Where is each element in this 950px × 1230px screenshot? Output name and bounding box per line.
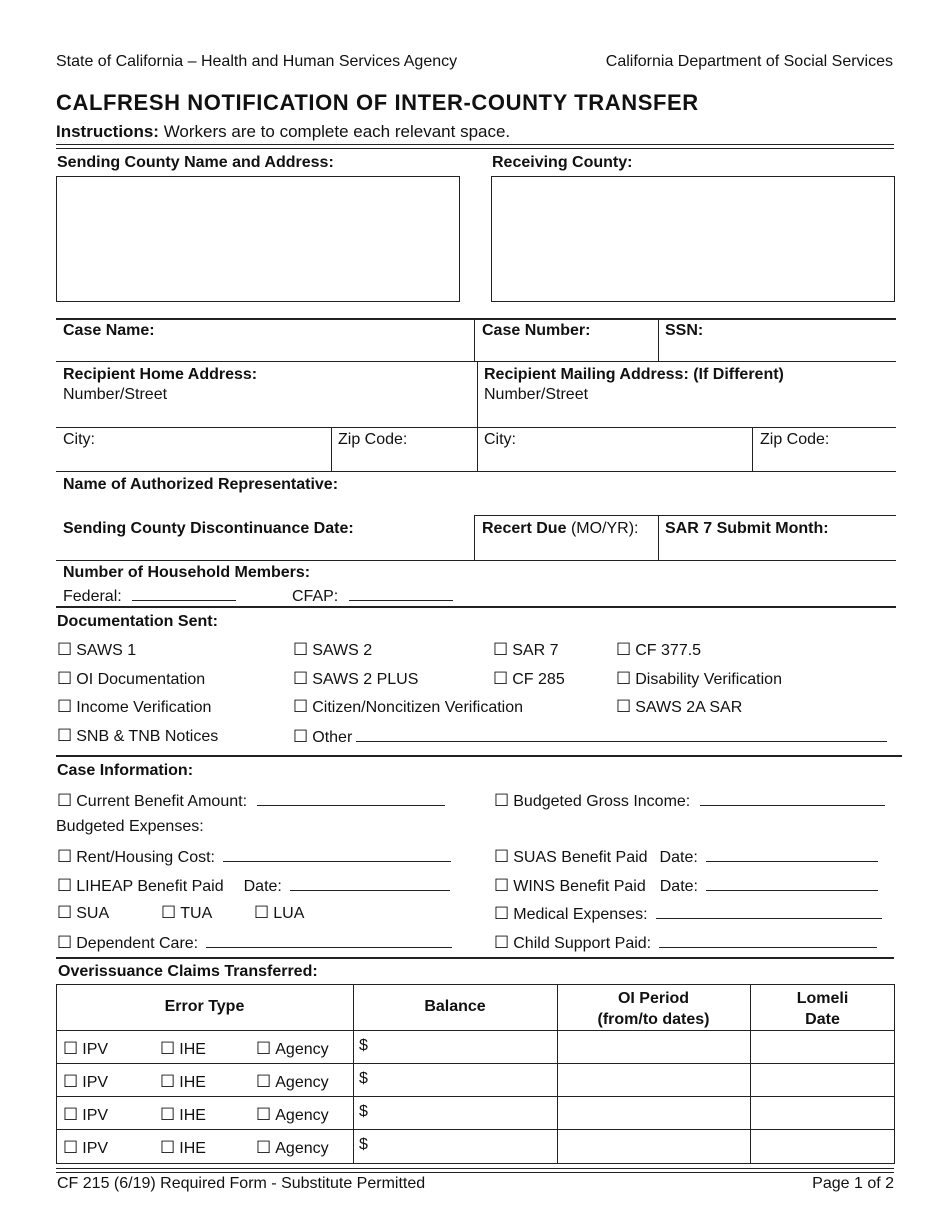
federal-line[interactable] [132,585,236,601]
documentation-heading: Documentation Sent: [57,613,218,630]
checkbox-label: Agency [275,1140,329,1157]
liheap-date-line[interactable] [290,875,450,891]
medical-expenses-line[interactable] [656,903,882,919]
field-label: Medical Expenses: [513,906,648,923]
grid-line [752,427,753,472]
field-label: WINS Benefit Paid [513,878,646,895]
checkbox-label: IHE [179,1140,206,1157]
balance-dollar[interactable]: $ [359,1037,368,1054]
checkbox-label: Other [312,729,353,746]
sending-county-input[interactable] [56,176,460,302]
grid-line [474,515,475,561]
field-label: Current Benefit Amount: [76,793,248,810]
dependent-care-field[interactable] [57,932,452,953]
divider [56,1168,894,1169]
liheap-field[interactable] [57,875,450,896]
grid-line [56,471,896,472]
checkbox-icon[interactable]: ☐ [57,876,73,896]
checkbox-icon[interactable]: ☐ [616,640,632,660]
case-name-label: Case Name: [63,322,155,339]
checkbox-icon[interactable]: ☐ [160,1105,176,1125]
grid-line [56,1096,895,1097]
current-benefit-field[interactable] [57,790,445,811]
checkbox-icon[interactable]: ☐ [160,1138,176,1158]
col-oi-period-line2: (from/to dates) [597,1011,710,1028]
budgeted-expenses-label: Budgeted Expenses: [56,818,204,835]
receiving-county-label: Receiving County: [492,154,633,171]
balance-dollar[interactable]: $ [359,1103,368,1120]
col-lomeli-line1: Lomeli [796,990,849,1007]
instructions [56,122,510,142]
checkbox-tua[interactable] [161,903,212,923]
checkbox-agency[interactable] [256,1105,329,1125]
claims-heading: Overissuance Claims Transferred: [58,963,318,980]
checkbox-icon[interactable]: ☐ [494,933,510,953]
date-label: Date: [659,849,698,866]
checkbox-saws1[interactable] [57,640,136,660]
checkbox-label: Agency [275,1107,329,1124]
checkbox-icon[interactable]: ☐ [57,697,73,717]
checkbox-icon[interactable]: ☐ [493,669,509,689]
authorized-rep-label: Name of Authorized Representative: [63,476,339,493]
checkbox-cf285[interactable] [493,669,565,689]
grid-line [56,560,896,561]
checkbox-label: Agency [275,1074,329,1091]
budgeted-gross-field[interactable] [494,790,885,811]
field-label: Child Support Paid: [513,935,652,952]
federal-label: Federal: [63,588,122,605]
checkbox-sua[interactable] [57,903,109,923]
checkbox-label: SNB & TNB Notices [76,728,219,745]
grid-line [56,1129,895,1130]
household-members-label: Number of Household Members: [63,564,311,581]
recert-due-format: (MO/YR): [570,520,639,537]
dependent-care-line[interactable] [206,932,452,948]
rent-line[interactable] [223,846,451,862]
checkbox-label: Disability Verification [635,671,782,688]
field-label: SUAS Benefit Paid [513,849,648,866]
field-label: LIHEAP Benefit Paid [76,878,224,895]
checkbox-label: SAWS 2A SAR [635,699,743,716]
grid-line [658,515,659,561]
grid-line [474,515,896,516]
recert-due-bold: Recert Due [482,520,567,537]
checkbox-saws2[interactable] [293,640,372,660]
checkbox-icon[interactable]: ☐ [494,847,510,867]
checkbox-label: IPV [82,1074,109,1091]
checkbox-label: CF 377.5 [635,642,702,659]
checkbox-disability-verification[interactable] [616,669,782,689]
form-title: CALFRESH NOTIFICATION OF INTER-COUNTY TRANSFER [56,90,699,115]
checkbox-snb-tnb-notices[interactable] [57,726,218,746]
divider [56,755,902,757]
checkbox-label: SAR 7 [512,642,559,659]
checkbox-label: SAWS 2 PLUS [312,671,419,688]
checkbox-other[interactable] [293,726,887,747]
checkbox-label: IHE [179,1107,206,1124]
checkbox-icon[interactable]: ☐ [160,1072,176,1092]
field-label: Budgeted Gross Income: [513,793,691,810]
checkbox-ihe[interactable] [160,1072,206,1092]
checkbox-label: IPV [82,1107,109,1124]
checkbox-icon[interactable]: ☐ [616,669,632,689]
instructions-label: Instructions: [56,122,159,141]
cfap-line[interactable] [349,585,453,601]
instructions-text: Workers are to complete each relevant space. [163,122,511,141]
grid-line [56,606,896,608]
medical-expenses-field[interactable] [494,903,882,924]
balance-dollar[interactable]: $ [359,1136,368,1153]
suas-date-line[interactable] [706,846,878,862]
grid-line [474,318,475,362]
checkbox-icon[interactable]: ☐ [63,1039,79,1059]
checkbox-icon[interactable]: ☐ [616,697,632,717]
checkbox-label: Citizen/Noncitizen Verification [312,699,524,716]
budgeted-gross-line[interactable] [700,790,885,806]
ssn-label: SSN: [665,322,704,339]
checkbox-ipv[interactable] [63,1105,108,1125]
suas-field[interactable] [494,846,878,867]
checkbox-ihe[interactable] [160,1039,206,1059]
checkbox-icon[interactable]: ☐ [293,697,309,717]
divider [56,1172,894,1173]
field-label: Dependent Care: [76,935,199,952]
checkbox-label: IPV [82,1041,109,1058]
case-number-label: Case Number: [482,322,591,339]
current-benefit-line[interactable] [257,790,445,806]
receiving-county-input[interactable] [491,176,895,302]
checkbox-icon[interactable]: ☐ [293,640,309,660]
checkbox-icon[interactable]: ☐ [293,669,309,689]
divider [56,957,894,959]
checkbox-icon[interactable]: ☐ [57,933,73,953]
checkbox-label: IPV [82,1140,109,1157]
case-info-heading: Case Information: [57,762,194,779]
checkbox-icon[interactable]: ☐ [256,1072,272,1092]
mailing-address-label: Recipient Mailing Address: (If Different) [484,366,784,383]
checkbox-icon[interactable]: ☐ [494,904,510,924]
checkbox-ihe[interactable] [160,1105,206,1125]
grid-line [56,361,896,362]
checkbox-icon[interactable]: ☐ [161,903,177,923]
checkbox-label: OI Documentation [76,671,206,688]
checkbox-icon[interactable]: ☐ [57,791,73,811]
checkbox-saws2a-sar[interactable] [616,697,742,717]
checkbox-lua[interactable] [254,903,304,923]
checkbox-icon[interactable]: ☐ [57,640,73,660]
checkbox-sar7[interactable] [493,640,559,660]
checkbox-icon[interactable]: ☐ [57,726,73,746]
checkbox-label: Agency [275,1041,329,1058]
other-line[interactable] [356,726,887,742]
department-name: California Department of Social Services [605,53,893,70]
checkbox-label: CF 285 [512,671,565,688]
agency-name: State of California – Health and Human Services Agency [56,53,458,70]
checkbox-income-verification[interactable] [57,697,211,717]
checkbox-icon[interactable]: ☐ [256,1138,272,1158]
mailing-city-label: City: [484,431,516,448]
checkbox-label: LUA [273,905,305,922]
checkbox-icon[interactable]: ☐ [494,791,510,811]
discontinuance-date-label: Sending County Discontinuance Date: [63,520,354,537]
balance-dollar[interactable]: $ [359,1070,368,1087]
checkbox-agency[interactable] [256,1039,329,1059]
form-id: CF 215 (6/19) Required Form - Substitute Permitted [57,1175,426,1192]
checkbox-icon[interactable]: ☐ [254,903,270,923]
checkbox-cf3775[interactable] [616,640,701,660]
checkbox-label: SUA [76,905,110,922]
checkbox-label: IHE [179,1074,206,1091]
col-error-type: Error Type [164,998,245,1015]
checkbox-icon[interactable]: ☐ [160,1039,176,1059]
checkbox-icon[interactable]: ☐ [63,1105,79,1125]
checkbox-icon[interactable]: ☐ [493,640,509,660]
sending-county-label: Sending County Name and Address: [57,154,334,171]
wins-field[interactable] [494,875,878,896]
col-balance: Balance [424,998,486,1015]
cfap-field[interactable] [292,585,453,606]
checkbox-agency[interactable] [256,1072,329,1092]
checkbox-icon[interactable]: ☐ [494,876,510,896]
field-label: Rent/Housing Cost: [76,849,215,866]
home-number-street-label: Number/Street [63,386,168,403]
child-support-field[interactable] [494,932,877,953]
checkbox-icon[interactable]: ☐ [57,669,73,689]
sar7-submit-label: SAR 7 Submit Month: [665,520,829,537]
mailing-zip-label: Zip Code: [760,431,830,448]
checkbox-icon[interactable]: ☐ [256,1039,272,1059]
checkbox-icon[interactable]: ☐ [63,1072,79,1092]
divider [56,148,894,149]
checkbox-label: SAWS 1 [76,642,137,659]
checkbox-label: TUA [180,905,213,922]
home-city-label: City: [63,431,95,448]
col-oi-period-line1: OI Period [617,990,690,1007]
checkbox-oi-documentation[interactable] [57,669,205,689]
home-zip-label: Zip Code: [338,431,408,448]
col-oi-period [557,988,750,1030]
checkbox-icon[interactable]: ☐ [57,847,73,867]
recert-due-label [482,520,638,538]
checkbox-ipv[interactable] [63,1138,108,1158]
federal-field[interactable] [63,585,236,606]
rent-field[interactable] [57,846,451,867]
home-address-label: Recipient Home Address: [63,366,258,383]
grid-line [56,1063,895,1064]
checkbox-icon[interactable]: ☐ [293,727,309,747]
grid-line [658,318,659,362]
grid-line [56,318,896,320]
checkbox-icon[interactable]: ☐ [63,1138,79,1158]
checkbox-ipv[interactable] [63,1039,108,1059]
checkbox-citizen-verification[interactable] [293,697,523,717]
date-label: Date: [659,878,698,895]
mailing-number-street-label: Number/Street [484,386,589,403]
date-label: Date: [243,878,282,895]
grid-line [56,1030,895,1031]
checkbox-label: Income Verification [76,699,212,716]
col-lomeli-date [750,988,895,1030]
checkbox-agency[interactable] [256,1138,329,1158]
cfap-label: CFAP: [292,588,339,605]
checkbox-label: IHE [179,1041,206,1058]
checkbox-saws2-plus[interactable] [293,669,418,689]
col-lomeli-line2: Date [805,1011,840,1028]
checkbox-icon[interactable]: ☐ [256,1105,272,1125]
checkbox-ihe[interactable] [160,1138,206,1158]
page-number: Page 1 of 2 [812,1175,894,1192]
checkbox-label: SAWS 2 [312,642,373,659]
wins-date-line[interactable] [706,875,878,891]
divider [56,144,894,145]
grid-line [56,427,896,428]
grid-line [477,361,478,472]
checkbox-icon[interactable]: ☐ [57,903,73,923]
child-support-line[interactable] [659,932,877,948]
grid-line [331,427,332,472]
checkbox-ipv[interactable] [63,1072,108,1092]
